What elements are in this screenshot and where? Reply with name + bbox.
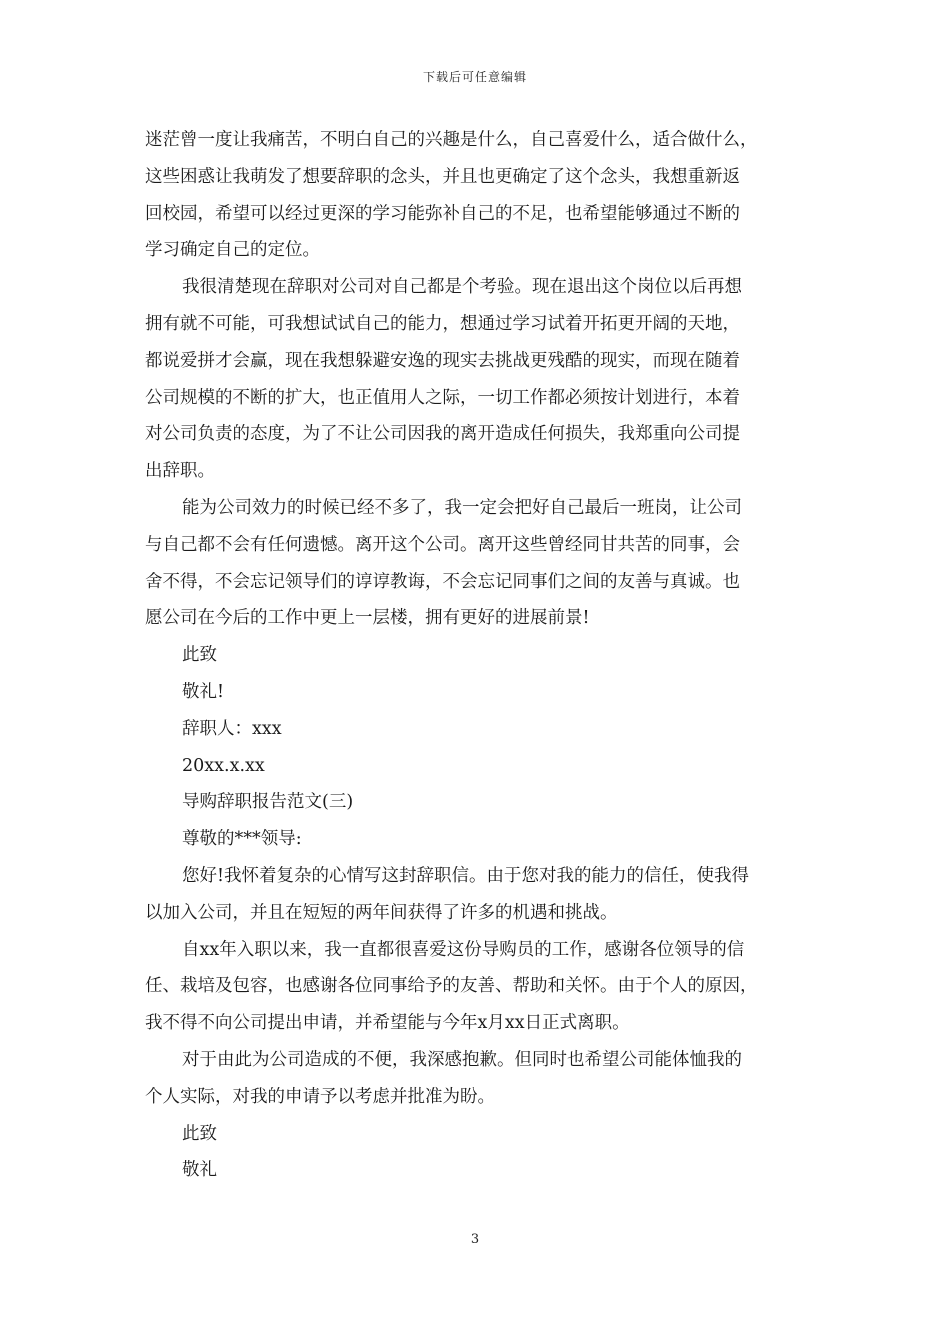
closing-line: 此致 — [182, 645, 217, 666]
page-number: 3 — [470, 1232, 480, 1247]
text-line: 对于由此为公司造成的不便，我深感抱歉。但同时也希望公司能体恤我的 — [182, 1049, 742, 1070]
text-line: 个人实际，对我的申请予以考虑并批准为盼。 — [145, 1086, 495, 1107]
date-line: 20xx.x.xx — [182, 755, 265, 776]
text-line: 愿公司在今后的工作中更上一层楼，拥有更好的进展前景! — [145, 608, 590, 629]
text-line: 舍不得，不会忘记领导们的谆谆教诲，不会忘记同事们之间的友善与真诚。也 — [145, 571, 740, 592]
closing-line: 敬礼! — [182, 681, 225, 702]
text-line: 回校园，希望可以经过更深的学习能弥补自己的不足，也希望能够通过不断的 — [145, 203, 740, 224]
closing-line: 此致 — [182, 1123, 217, 1144]
text-line: 以加入公司，并且在短短的两年间获得了许多的机遇和挑战。 — [145, 902, 618, 923]
text-line: 对公司负责的态度，为了不让公司因我的离开造成任何损失，我郑重向公司提 — [145, 424, 740, 445]
text-line: 您好!我怀着复杂的心情写这封辞职信。由于您对我的能力的信任，使我得 — [182, 865, 750, 886]
signature-line: 辞职人：xxx — [182, 718, 282, 739]
text-line: 学习确定自己的定位。 — [145, 240, 320, 261]
salutation-line: 尊敬的***领导: — [182, 829, 302, 850]
text-line: 公司规模的不断的扩大，也正值用人之际，一切工作都必须按计划进行，本着 — [145, 387, 740, 408]
closing-line: 敬礼 — [182, 1160, 217, 1181]
section-title: 导购辞职报告范文(三) — [182, 792, 354, 813]
text-line: 我不得不向公司提出申请，并希望能与今年x月xx日正式离职。 — [145, 1013, 630, 1034]
text-line: 自xx年入职以来，我一直都很喜爱这份导购员的工作，感谢各位领导的信 — [182, 939, 745, 960]
text-line: 能为公司效力的时候已经不多了，我一定会把好自己最后一班岗，让公司 — [182, 497, 742, 518]
text-line: 这些困惑让我萌发了想要辞职的念头，并且也更确定了这个念头，我想重新返 — [145, 166, 740, 187]
document-body — [145, 122, 809, 1189]
text-line: 任、栽培及包容，也感谢各位同事给予的友善、帮助和关怀。由于个人的原因， — [145, 976, 758, 997]
page-header: 下载后可任意编辑 — [422, 70, 527, 84]
text-line: 出辞职。 — [145, 461, 215, 482]
text-line: 我很清楚现在辞职对公司对自己都是个考验。现在退出这个岗位以后再想 — [182, 277, 742, 298]
text-line: 拥有就不可能，可我想试试自己的能力，想通过学习试着开拓更开阔的天地， — [145, 313, 740, 334]
text-line: 与自己都不会有任何遗憾。离开这个公司。离开这些曾经同甘共苦的同事，会 — [145, 534, 740, 555]
text-line: 迷茫曾一度让我痛苦，不明白自己的兴趣是什么，自己喜爱什么，适合做什么， — [145, 130, 758, 150]
text-line: 都说爱拼才会赢，现在我想躲避安逸的现实去挑战更残酷的现实，而现在随着 — [145, 350, 740, 371]
